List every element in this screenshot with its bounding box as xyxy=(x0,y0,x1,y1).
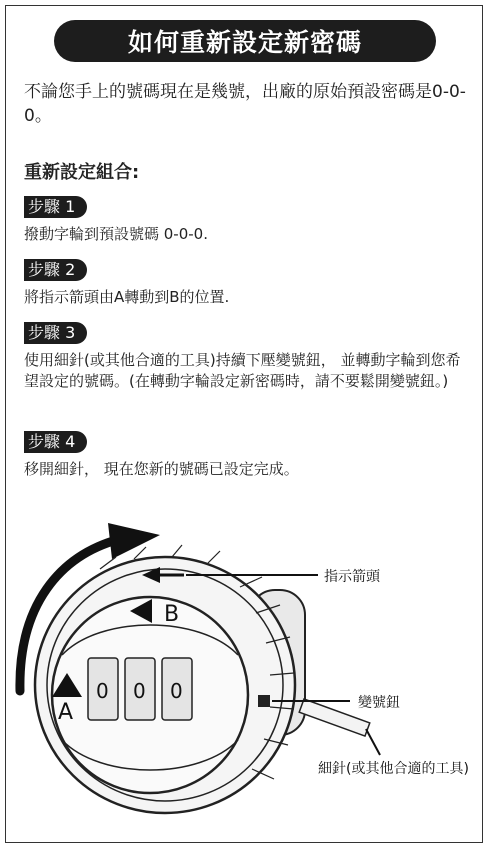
marker-a-label: A xyxy=(58,700,74,725)
step-1-text: 撥動字輪到預設號碼 0-0-0. xyxy=(24,225,208,243)
step-2-label: 步驟 2 xyxy=(24,259,87,281)
step-3-text: 使用細針(或其他合適的工具)持續下壓變號鈕， 並轉動字輪到您希望設定的號碼。(在轉動字輪設定新密碼時，請不要鬆開變號鈕。) xyxy=(24,351,461,390)
step-3-label: 步驟 3 xyxy=(24,322,87,344)
callout-line-pin xyxy=(366,729,380,755)
step-4-label: 步驟 4 xyxy=(24,431,87,453)
step-2-text: 將指示箭頭由A轉動到B的位置. xyxy=(24,288,230,306)
dial-digit-3: 0 xyxy=(170,679,183,703)
dial-digit-2: 0 xyxy=(133,679,146,703)
dial-wheels[interactable] xyxy=(88,658,192,720)
step-4-text: 移開細針， 現在您新的號碼已設定完成。 xyxy=(24,460,299,478)
marker-b-label: B xyxy=(164,602,180,627)
dial-digit-1: 0 xyxy=(96,679,109,703)
step-1-label: 步驟 1 xyxy=(24,196,87,218)
label-pin-tool: 細針(或其他合適的工具) xyxy=(318,761,469,777)
reset-button-hole[interactable] xyxy=(258,695,270,707)
label-pointer-arrow: 指示箭頭 xyxy=(324,569,380,585)
lock-diagram xyxy=(0,515,490,815)
rotation-arrowhead xyxy=(108,523,160,559)
label-reset-button: 變號鈕 xyxy=(358,695,400,711)
page-title: 如何重新設定新密碼 xyxy=(54,20,436,62)
intro-text: 不論您手上的號碼現在是幾號，出廠的原始預設密碼是0-0-0。 xyxy=(24,82,466,126)
section-heading: 重新設定組合: xyxy=(24,162,140,183)
